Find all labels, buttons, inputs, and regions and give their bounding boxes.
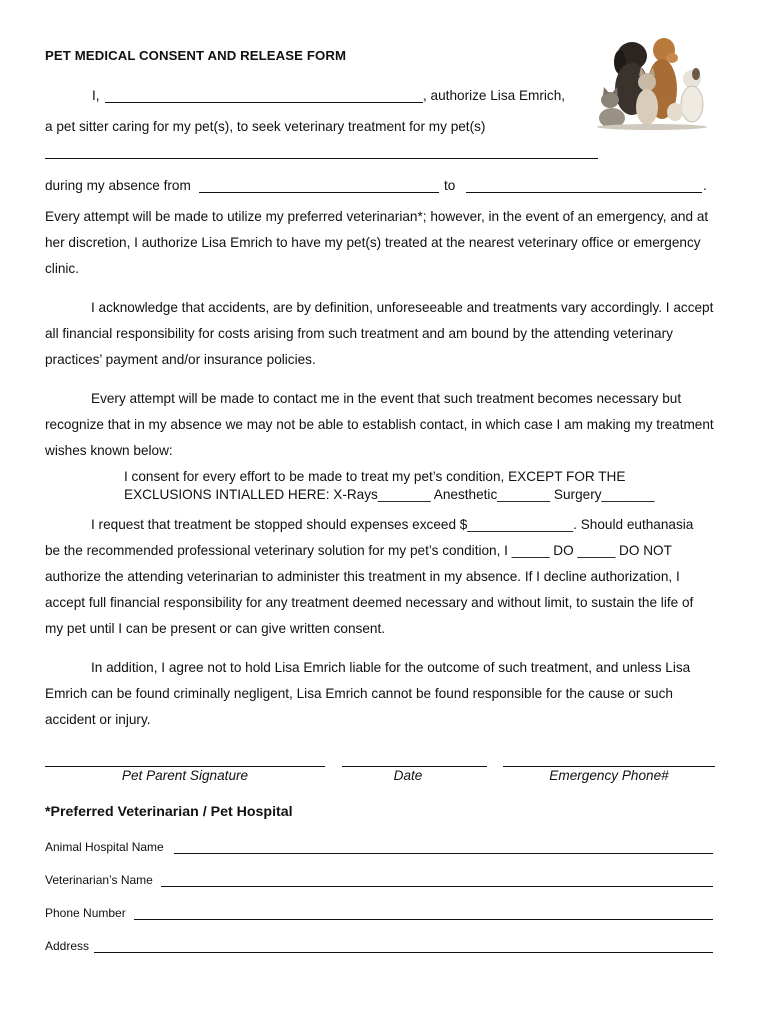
- phone-number-label: Phone Number: [45, 906, 126, 920]
- hospital-name-label: Animal Hospital Name: [45, 840, 164, 854]
- expense-limit-line[interactable]: I request that treatment be stopped should expenses exceed $______________. Should euthanasia: [91, 517, 694, 532]
- phone-number-field[interactable]: [134, 919, 713, 920]
- authorize-line: [92, 83, 100, 109]
- written-consent-line: my pet until I can be present or can give written consent.: [45, 621, 386, 636]
- pets-logo-image: [592, 34, 714, 130]
- line1-suffix: , authorize Lisa Emrich,: [423, 88, 566, 103]
- accidents-paragraph: I acknowledge that accidents, are by definition, unforeseeable and treatments vary accordingly. I accept all financial responsibility for costs arising from such treatment and am bound by the attending veterinary practices’ payment and/or insurance policies.: [45, 300, 714, 367]
- preferred-vet-heading: *Preferred Veterinarian / Pet Hospital: [45, 804, 293, 820]
- vet-name-label: Veterinarian’s Name: [45, 873, 153, 887]
- form-title: PET MEDICAL CONSENT AND RELEASE FORM: [45, 48, 347, 63]
- absence-end: .: [703, 178, 707, 193]
- absence-to-label: to: [444, 178, 456, 193]
- date-label: Date: [393, 768, 423, 783]
- hospital-name-field[interactable]: [174, 853, 713, 854]
- euthanasia-choice-line[interactable]: be the recommended professional veterinary solution for my pet’s condition, I _____ DO _____ DO NOT: [45, 543, 672, 558]
- absence-prefix: during my absence from: [45, 178, 191, 193]
- absence-to-field[interactable]: [466, 192, 702, 193]
- contact-paragraph: Every attempt will be made to contact me in the event that such treatment becomes necessary but recognize that in my absence we may not be able to establish contact, in which case I am making my treatment wishes known below:: [45, 391, 714, 458]
- emergency-phone-field[interactable]: [503, 766, 715, 767]
- address-field[interactable]: [94, 952, 713, 953]
- emergency-phone-label: Emergency Phone#: [549, 768, 669, 783]
- date-field[interactable]: [342, 766, 487, 767]
- preferred-vet-paragraph: Every attempt will be made to utilize my preferred veterinarian*; however, in the event of an emergency, and at her discretion, I authorize Lisa Emrich to have my pet(s) treated at the nearest veterinary office or emergency clinic.: [45, 209, 709, 276]
- pet-sitter-line: a pet sitter caring for my pet(s), to seek veterinary treatment for my pet(s): [45, 119, 486, 134]
- line1-prefix: I,: [92, 88, 100, 103]
- liability-paragraph: In addition, I agree not to hold Lisa Emrich liable for the outcome of such treatment, and unless Lisa Emrich can be found criminally negligent, Lisa Emrich cannot be found responsible for the cause or such accident or injury.: [45, 660, 691, 727]
- exclusions-line[interactable]: EXCLUSIONS INTIALLED HERE: X-Rays_______ Anesthetic_______ Surgery_______: [124, 487, 655, 502]
- consent-line-1: I consent for every effort to be made to treat my pet’s condition, EXCEPT FOR THE: [124, 469, 626, 484]
- parent-signature-field[interactable]: [45, 766, 325, 767]
- vet-name-field[interactable]: [161, 886, 713, 887]
- address-label: Address: [45, 939, 90, 953]
- parent-signature-label: Pet Parent Signature: [121, 768, 249, 783]
- pet-names-field[interactable]: [45, 158, 598, 159]
- owner-name-field[interactable]: [105, 102, 423, 103]
- absence-from-field[interactable]: [199, 192, 439, 193]
- authorize-euthanasia-line: authorize the attending veterinarian to administer this treatment in my absence. If I decline authorization, I: [45, 569, 680, 584]
- financial-responsibility-line: accept full financial responsibility for any treatment deemed necessary and without limit, to sustain the life of: [45, 595, 694, 610]
